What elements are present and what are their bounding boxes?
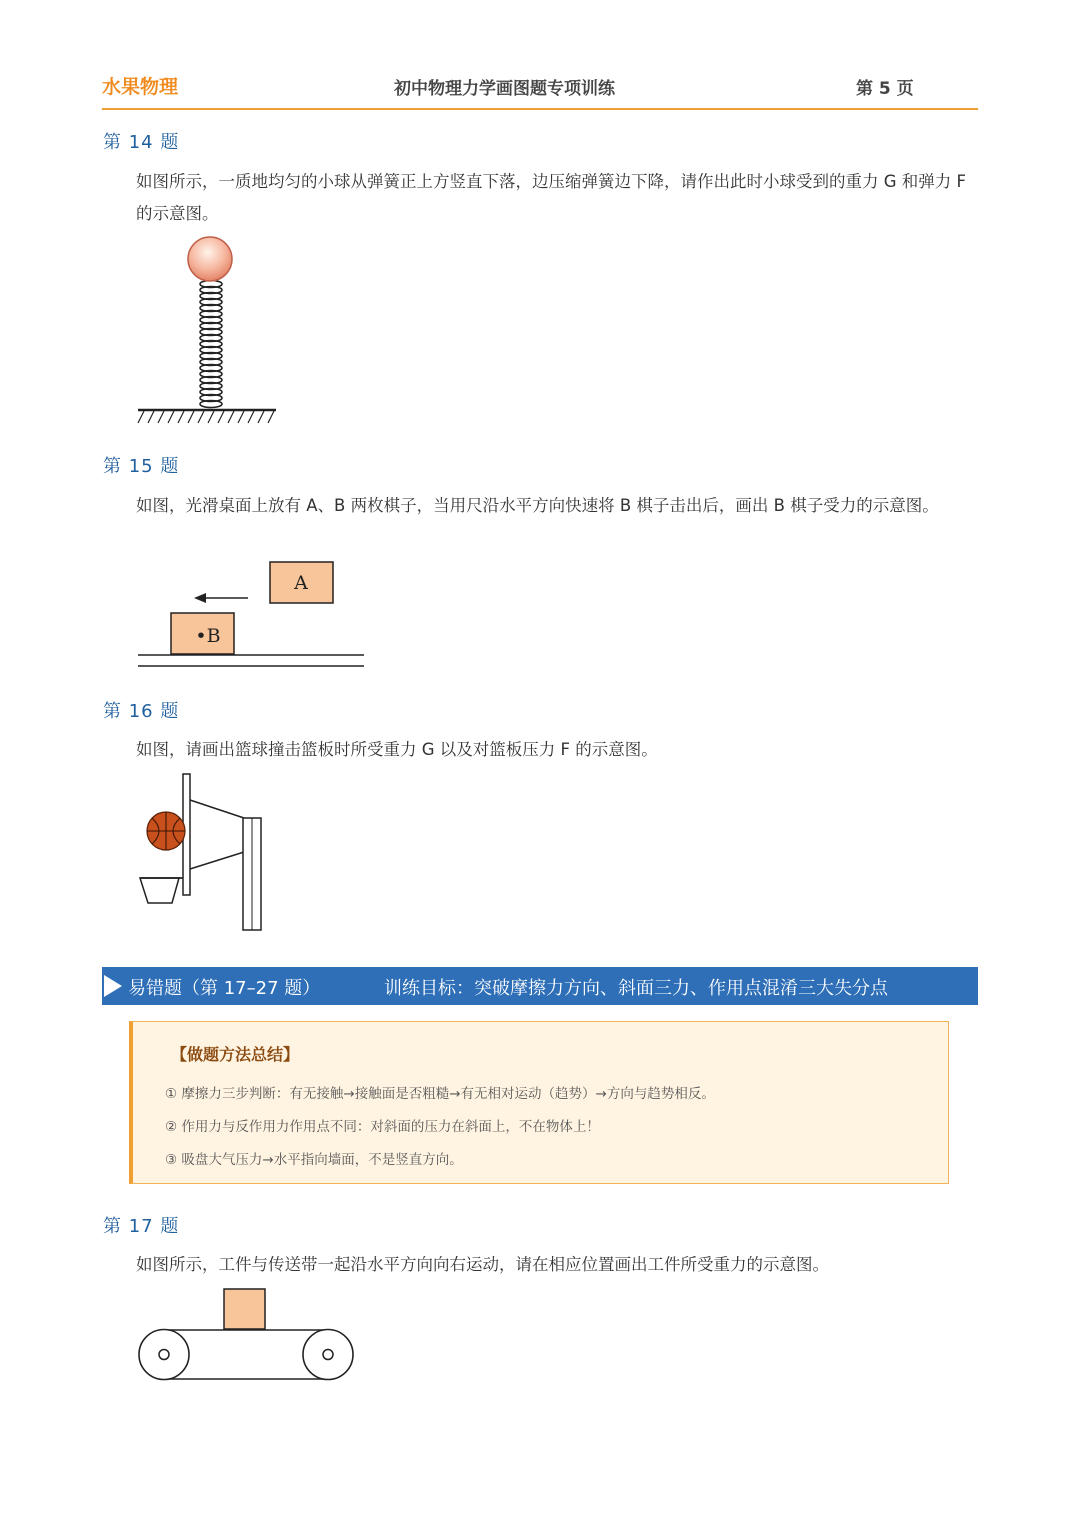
basketball-figure xyxy=(136,770,271,932)
question-14-label: 第 14 题 xyxy=(103,132,180,153)
question-15-label: 第 15 题 xyxy=(103,456,180,477)
method-summary-box xyxy=(129,1021,949,1184)
section-banner xyxy=(102,967,978,1005)
chess-pieces-figure xyxy=(136,558,368,670)
page-number: 第 5 页 xyxy=(856,79,914,99)
question-15-text: 如图，光滑桌面上放有 A、B 两枚棋子，当用尺沿水平方向快速将 B 棋子击出后，画出 B 棋子受力的示意图。 xyxy=(136,496,939,515)
method-summary-title: 【做题方法总结】 xyxy=(171,1045,300,1064)
ground-hatch xyxy=(138,411,274,423)
question-17-label: 第 17 题 xyxy=(103,1216,180,1237)
spring-ball-figure xyxy=(136,232,281,427)
document-title: 初中物理力学画图题专项训练 xyxy=(394,79,615,99)
block-b-label: •B xyxy=(195,625,221,647)
play-arrow-icon xyxy=(104,975,122,997)
conveyor-figure xyxy=(136,1286,358,1386)
spring xyxy=(200,281,222,408)
left-roller-axle xyxy=(159,1350,169,1360)
question-14-text: 如图所示，一质地均匀的小球从弹簧正上方竖直下落，边压缩弹簧边下降，请作出此时小球受到的重力 G 和弹力 F 的示意图。 xyxy=(136,172,967,223)
brand-name: 水果物理 xyxy=(102,76,179,98)
tip-item: ③ 吸盘大气压力→水平指向墙面，不是竖直方向。 xyxy=(165,1152,463,1168)
training-goal: 训练目标：突破摩擦力方向、斜面三力、作用点混淆三大失分点 xyxy=(384,978,888,999)
section-title: 易错题（第 17–27 题） xyxy=(128,978,321,999)
question-17-text: 如图所示，工件与传送带一起沿水平方向向右运动，请在相应位置画出工件所受重力的示意图。 xyxy=(136,1255,829,1274)
ball xyxy=(188,237,232,281)
tip-item: ② 作用力与反作用力作用点不同：对斜面的压力在斜面上，不在物体上！ xyxy=(165,1119,600,1135)
tip-item: ① 摩擦力三步判断：有无接触→接触面是否粗糙→有无相对运动（趋势）→方向与趋势相反。 xyxy=(165,1086,715,1102)
workpiece xyxy=(224,1289,265,1329)
support-lower xyxy=(190,852,244,869)
hoop-net xyxy=(140,878,179,903)
right-roller-axle xyxy=(323,1350,333,1360)
arrow-head xyxy=(194,593,206,603)
question-16-text: 如图，请画出篮球撞击篮板时所受重力 G 以及对篮板压力 F 的示意图。 xyxy=(136,740,658,759)
block-a-label: A xyxy=(294,572,308,594)
question-16-label: 第 16 题 xyxy=(103,701,180,722)
page-header xyxy=(102,62,978,110)
support-upper xyxy=(190,800,244,818)
